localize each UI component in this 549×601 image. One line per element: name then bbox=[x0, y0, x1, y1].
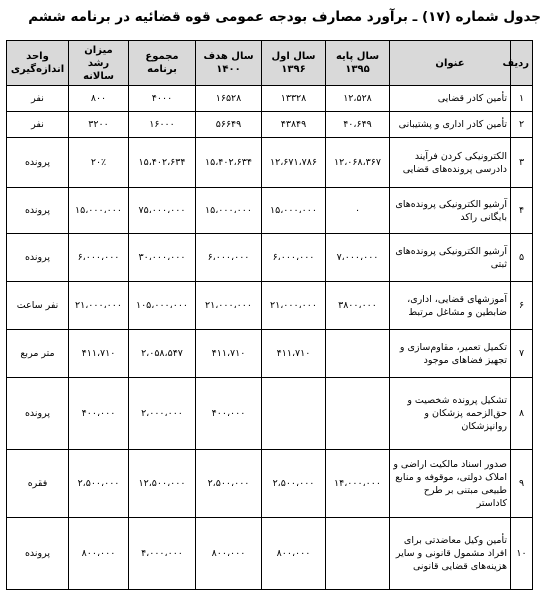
program-total-value: ۴،۰۰۰،۰۰۰ bbox=[129, 518, 196, 590]
row-number: ۹ bbox=[511, 450, 533, 518]
program-total-value: ۱۰۵،۰۰۰،۰۰۰ bbox=[129, 282, 196, 330]
row-number: ۲ bbox=[511, 112, 533, 138]
annual-growth-value: ۴۱۱،۷۱۰ bbox=[69, 330, 129, 378]
row-number: ۷ bbox=[511, 330, 533, 378]
header-first-year: سال اول ۱۳۹۶ bbox=[262, 41, 326, 86]
first-year-value: ۸۰۰،۰۰۰ bbox=[262, 518, 326, 590]
first-year-value: ۱۲،۶۷۱،۷۸۶ bbox=[262, 138, 326, 188]
row-number: ۴ bbox=[511, 188, 533, 234]
base-year-value: ۴۰،۶۴۹ bbox=[326, 112, 390, 138]
base-year-value: ۰ bbox=[326, 188, 390, 234]
unit-value: پرونده bbox=[7, 518, 69, 590]
unit-value: پرونده bbox=[7, 138, 69, 188]
base-year-value: ۷،۰۰۰،۰۰۰ bbox=[326, 234, 390, 282]
annual-growth-value: ۲،۵۰۰،۰۰۰ bbox=[69, 450, 129, 518]
header-title: عنوان bbox=[390, 41, 511, 86]
base-year-value bbox=[326, 378, 390, 450]
base-year-value: ۳۸۰۰،۰۰۰ bbox=[326, 282, 390, 330]
first-year-value: ۲،۵۰۰،۰۰۰ bbox=[262, 450, 326, 518]
header-annual-growth: میزان رشد سالانه bbox=[69, 41, 129, 86]
table-row bbox=[7, 138, 533, 188]
base-year-value bbox=[326, 518, 390, 590]
base-year-value bbox=[326, 330, 390, 378]
table-row bbox=[7, 282, 533, 330]
table-row bbox=[7, 86, 533, 112]
first-year-value bbox=[262, 378, 326, 450]
row-title: آرشیو الکترونیکی پرونده‌های ثبتی bbox=[390, 234, 511, 282]
table-row bbox=[7, 330, 533, 378]
table-header-row bbox=[7, 41, 533, 86]
annual-growth-value: ۲۱،۰۰۰،۰۰۰ bbox=[69, 282, 129, 330]
document-title: جدول شماره (۱۷) ـ برآورد مصارف بودجه عمومی قوه قضائیه در برنامه ششم bbox=[28, 9, 541, 25]
unit-value: متر مربع bbox=[7, 330, 69, 378]
unit-value: پرونده bbox=[7, 234, 69, 282]
first-year-value: ۴۱۱،۷۱۰ bbox=[262, 330, 326, 378]
row-title: صدور اسناد مالکیت اراضی و املاک دولتی، موقوفه و منابع طبیعی مبتنی بر طرح کاداستر bbox=[390, 450, 511, 518]
table-row bbox=[7, 450, 533, 518]
annual-growth-value: ۲۰٪ bbox=[69, 138, 129, 188]
table-row bbox=[7, 188, 533, 234]
header-row-number: ردیف bbox=[511, 41, 533, 86]
unit-value: پرونده bbox=[7, 378, 69, 450]
row-title: الکترونیکی کردن فرآیند دادرسی پرونده‌های قضایی bbox=[390, 138, 511, 188]
target-year-value: ۱۵،۰۰۰،۰۰۰ bbox=[196, 188, 262, 234]
row-title: آموزشهای قضایی، اداری، ضابطین و مشاغل مرتبط bbox=[390, 282, 511, 330]
row-title: آرشیو الکترونیکی پرونده‌های بایگانی راکد bbox=[390, 188, 511, 234]
program-total-value: ۳۰،۰۰۰،۰۰۰ bbox=[129, 234, 196, 282]
row-number: ۵ bbox=[511, 234, 533, 282]
row-number: ۸ bbox=[511, 378, 533, 450]
unit-value: نفر bbox=[7, 112, 69, 138]
table-row bbox=[7, 518, 533, 590]
budget-table bbox=[6, 40, 533, 590]
first-year-value: ۲۱،۰۰۰،۰۰۰ bbox=[262, 282, 326, 330]
target-year-value: ۱۵،۴۰۲،۶۳۴ bbox=[196, 138, 262, 188]
target-year-value: ۲۱،۰۰۰،۰۰۰ bbox=[196, 282, 262, 330]
first-year-value: ۱۳۳۲۸ bbox=[262, 86, 326, 112]
unit-value: نفر bbox=[7, 86, 69, 112]
row-title: تشکیل پرونده شخصیت و حق‌الزحمه پزشکان و روانپزشکان bbox=[390, 378, 511, 450]
row-title: تأمین کادر قضایی bbox=[390, 86, 511, 112]
unit-value: نفر ساعت bbox=[7, 282, 69, 330]
base-year-value: ۱۲،۵۲۸ bbox=[326, 86, 390, 112]
header-target-year: سال هدف ۱۴۰۰ bbox=[196, 41, 262, 86]
table-row bbox=[7, 112, 533, 138]
table-row bbox=[7, 234, 533, 282]
unit-value: پرونده bbox=[7, 188, 69, 234]
row-title: تأمین کادر اداری و پشتیبانی bbox=[390, 112, 511, 138]
table-row bbox=[7, 378, 533, 450]
annual-growth-value: ۳۲۰۰ bbox=[69, 112, 129, 138]
header-program-total: مجموع برنامه bbox=[129, 41, 196, 86]
first-year-value: ۱۵،۰۰۰،۰۰۰ bbox=[262, 188, 326, 234]
program-total-value: ۲،۰۵۸،۵۴۷ bbox=[129, 330, 196, 378]
annual-growth-value: ۴۰۰،۰۰۰ bbox=[69, 378, 129, 450]
target-year-value: ۸۰۰،۰۰۰ bbox=[196, 518, 262, 590]
row-number: ۱ bbox=[511, 86, 533, 112]
target-year-value: ۴۰۰،۰۰۰ bbox=[196, 378, 262, 450]
program-total-value: ۲،۰۰۰،۰۰۰ bbox=[129, 378, 196, 450]
base-year-value: ۱۲،۰۶۸،۳۶۷ bbox=[326, 138, 390, 188]
first-year-value: ۴۳۸۴۹ bbox=[262, 112, 326, 138]
target-year-value: ۱۶۵۲۸ bbox=[196, 86, 262, 112]
program-total-value: ۷۵،۰۰۰،۰۰۰ bbox=[129, 188, 196, 234]
unit-value: فقره bbox=[7, 450, 69, 518]
target-year-value: ۵۶۶۴۹ bbox=[196, 112, 262, 138]
header-base-year: سال پایه ۱۳۹۵ bbox=[326, 41, 390, 86]
target-year-value: ۲،۵۰۰،۰۰۰ bbox=[196, 450, 262, 518]
row-number: ۱۰ bbox=[511, 518, 533, 590]
row-title: تأمین وکیل معاضدتی برای افراد مشمول قانونی و سایر هزینه‌های قضایی قانونی bbox=[390, 518, 511, 590]
row-number: ۳ bbox=[511, 138, 533, 188]
base-year-value: ۱۴،۰۰۰،۰۰۰ bbox=[326, 450, 390, 518]
row-title: تکمیل تعمیر، مقاوم‌سازی و تجهیز فضاهای موجود bbox=[390, 330, 511, 378]
program-total-value: ۱۲،۵۰۰،۰۰۰ bbox=[129, 450, 196, 518]
row-number: ۶ bbox=[511, 282, 533, 330]
first-year-value: ۶،۰۰۰،۰۰۰ bbox=[262, 234, 326, 282]
target-year-value: ۴۱۱،۷۱۰ bbox=[196, 330, 262, 378]
annual-growth-value: ۱۵،۰۰۰،۰۰۰ bbox=[69, 188, 129, 234]
annual-growth-value: ۶،۰۰۰،۰۰۰ bbox=[69, 234, 129, 282]
annual-growth-value: ۸۰۰ bbox=[69, 86, 129, 112]
program-total-value: ۱۵،۴۰۲،۶۳۴ bbox=[129, 138, 196, 188]
annual-growth-value: ۸۰۰،۰۰۰ bbox=[69, 518, 129, 590]
header-unit: واحد اندازه‌گیری bbox=[7, 41, 69, 86]
target-year-value: ۶،۰۰۰،۰۰۰ bbox=[196, 234, 262, 282]
program-total-value: ۴۰۰۰ bbox=[129, 86, 196, 112]
program-total-value: ۱۶۰۰۰ bbox=[129, 112, 196, 138]
